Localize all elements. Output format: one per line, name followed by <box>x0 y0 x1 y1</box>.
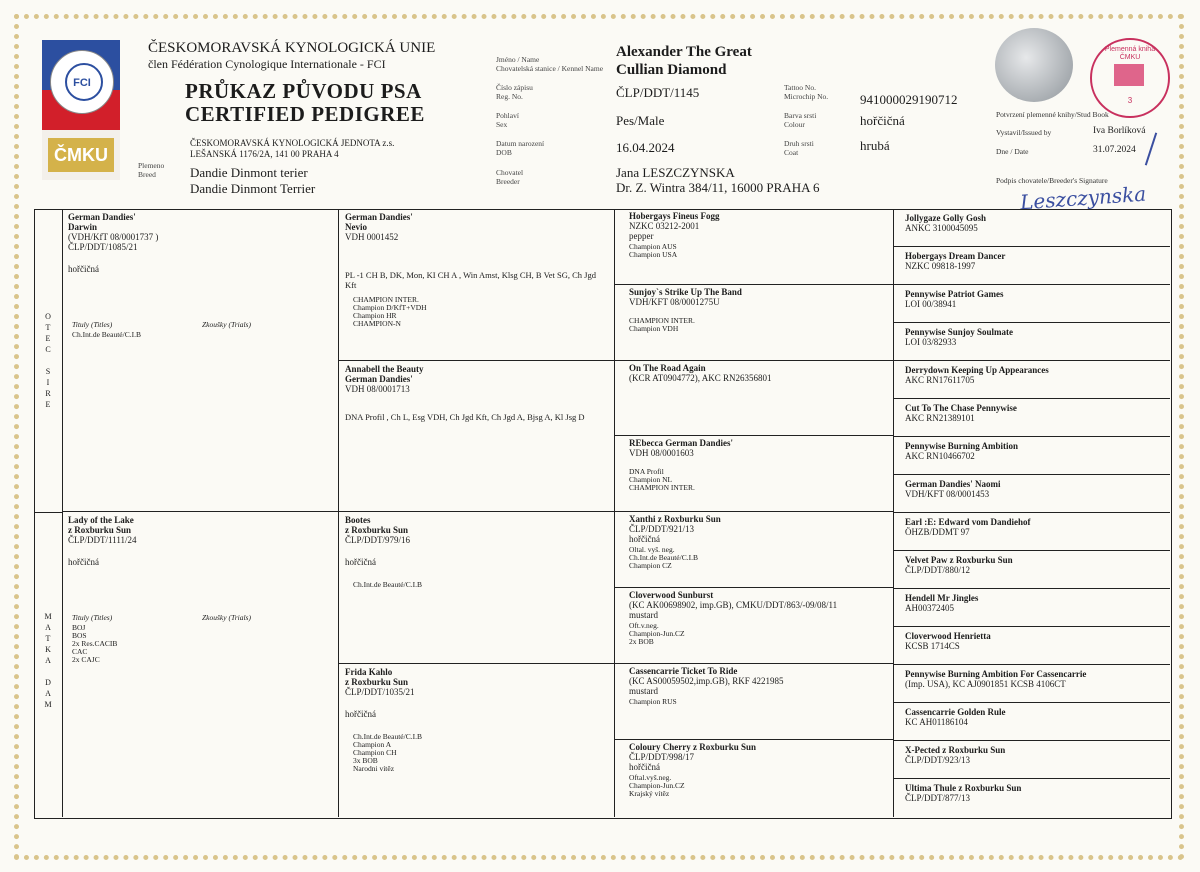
ancestor-name: On The Road Again <box>629 363 706 373</box>
gen4-ancestor <box>893 513 1170 551</box>
gen2-ancestor <box>338 512 614 664</box>
vertical-letter: A <box>45 689 51 698</box>
sire-colour: hořčičná <box>68 264 99 274</box>
dob-label-cz: Datum narození <box>496 139 545 148</box>
ancestor-reg: ÖHZB/DDMT 97 <box>905 527 970 537</box>
ancestor-name: Jollygaze Golly Gosh <box>905 213 986 223</box>
colour-label-cz: Barva srsti <box>784 111 817 120</box>
gen4-ancestor <box>893 779 1170 817</box>
ancestor-name-2: Nevio <box>345 222 367 232</box>
sire-titles: Ch.Int.de Beauté/C.I.B <box>72 330 141 339</box>
dog-sex: Pes/Male <box>616 113 665 128</box>
vertical-letter: I <box>46 378 50 387</box>
ancestor-reg: ČLP/DDT/979/16 <box>345 535 411 545</box>
ancestor-reg: VDH 0001452 <box>345 232 399 242</box>
dam-titles: BOJ BOS 2x Res.CACIB CAC 2x CAJC <box>72 623 118 664</box>
gen3-ancestor <box>614 361 893 436</box>
issued-by: Iva Borlíková <box>1093 126 1146 136</box>
ckj-logo <box>42 40 120 180</box>
dog-dob: 16.04.2024 <box>616 140 675 155</box>
stamp-number: 3 <box>1127 96 1133 105</box>
ancestor-reg: LOI 03/82933 <box>905 337 957 347</box>
gen4-ancestor <box>893 437 1170 475</box>
name-label-cz: Jméno / Name <box>496 55 540 64</box>
ancestor-colour: hořčičná <box>345 709 376 719</box>
stamp-emblem <box>1114 64 1144 86</box>
dog-kennel: Cullian Diamond <box>616 62 727 78</box>
club-address: LEŠANSKÁ 1176/2A, 141 00 PRAHA 4 <box>190 149 339 159</box>
ancestor-name: Cut To The Chase Pennywise <box>905 403 1017 413</box>
gen4-ancestor <box>893 741 1170 779</box>
ancestor-colour: hořčičná <box>629 534 660 544</box>
ancestor-name: Hobergays Fineus Fogg <box>629 211 720 221</box>
breeder-label-en: Breeder <box>496 177 520 186</box>
ancestor-name-2: German Dandies' <box>345 374 413 384</box>
ancestor-reg: ČLP/DDT/923/13 <box>905 755 971 765</box>
ancestor-reg: LOI 00/38941 <box>905 299 957 309</box>
ancestor-name: Pennywise Burning Ambition <box>905 441 1019 451</box>
breed-label-cz: Plemeno <box>138 161 165 170</box>
ancestor-reg: VDH 08/0001713 <box>345 384 410 394</box>
sire-titles-label: Tituly (Titles) <box>72 320 113 329</box>
issue-date: 31.07.2024 <box>1093 145 1136 155</box>
dob-label-en: DOB <box>496 148 512 157</box>
vertical-letter: T <box>45 323 51 332</box>
ancestor-name-1: Frida Kahlo <box>345 667 393 677</box>
ancestor-name-2: z Roxburku Sun <box>345 525 409 535</box>
ancestor-name: Derrydown Keeping Up Appearances <box>905 365 1049 375</box>
stamp-text: Plemenná kniha ČMKU <box>1104 46 1156 61</box>
vertical-letter: T <box>45 634 51 643</box>
gen4-ancestor <box>893 399 1170 437</box>
vertical-letter: K <box>45 645 51 654</box>
vertical-letter: E <box>45 334 51 343</box>
ancestor-colour: hořčičná <box>629 762 660 772</box>
tattoo-label-cz: Tattoo No. <box>784 83 816 92</box>
tattoo-label-en: Microchip No. <box>784 92 829 101</box>
stud-book-stamp <box>1090 38 1170 118</box>
ancestor-reg: VDH/KFT 08/0001275U <box>629 297 720 307</box>
gen4-ancestor <box>893 285 1170 323</box>
dam-label <box>43 612 53 711</box>
ancestor-colour: pepper <box>629 231 654 241</box>
ancestor-reg: VDH/KFT 08/0001453 <box>905 489 990 499</box>
gen3-ancestor <box>614 512 893 588</box>
sire-reg-1: (VDH/KfT 08/0001737 ) <box>68 232 159 242</box>
ancestor-name: Sunjoy`s Strike Up The Band <box>629 287 742 297</box>
ancestor-titles: Oft.v.neg. Champion-Jun.CZ 2x BOB <box>629 621 685 646</box>
breed-cz: Dandie Dinmont terier <box>190 165 308 180</box>
fci-logo-text: FCI <box>73 77 91 89</box>
vertical-letter: M <box>44 700 52 709</box>
gen4-ancestor <box>893 323 1170 361</box>
ancestor-colour: mustard <box>629 686 658 696</box>
date-label: Dne / Date <box>996 147 1029 156</box>
vertical-letter: M <box>44 612 52 621</box>
ancestor-name: Earl :E: Edward vom Dandiehof <box>905 517 1031 527</box>
ancestor-titles: Champion RUS <box>629 697 677 706</box>
club-name: ČESKOMORAVSKÁ KYNOLOGICKÁ JEDNOTA z.s. <box>190 138 395 148</box>
gen3-ancestor <box>614 436 893 512</box>
ancestor-name: Coloury Cherry z Roxburku Sun <box>629 742 757 752</box>
ancestor-name: Cassencarrie Ticket To Ride <box>629 666 738 676</box>
ancestor-reg: ČLP/DDT/1035/21 <box>345 687 415 697</box>
breeder-label-cz: Chovatel <box>496 168 524 177</box>
ancestor-name: Cloverwood Henrietta <box>905 631 991 641</box>
dam-colour: hořčičná <box>68 557 99 567</box>
coat-label-en: Coat <box>784 148 799 157</box>
ancestor-reg: ČLP/DDT/877/13 <box>905 793 971 803</box>
vertical-letter: E <box>45 400 51 409</box>
ancestor-reg: (KC AK00698902, imp.GB), CMKU/DDT/863/-09/08/11 <box>629 600 838 610</box>
dog-coat: hrubá <box>860 138 890 153</box>
ancestor-reg: KC AH01186104 <box>905 717 968 727</box>
signature-label: Podpis chovatele/Breeder's Signature <box>996 176 1108 185</box>
ancestor-name: German Dandies' Naomi <box>905 479 1001 489</box>
ancestor-name: X-Pected z Roxburku Sun <box>905 745 1006 755</box>
gen4-ancestor <box>893 361 1170 399</box>
ancestor-name-1: Bootes <box>345 515 371 525</box>
side-column <box>34 209 63 817</box>
sire-name-2: Darwin <box>68 222 97 232</box>
dam-trials-label: Zkoušky (Trials) <box>202 613 251 622</box>
vertical-letter: O <box>45 312 51 321</box>
ancestor-reg: KCSB 1714CS <box>905 641 960 651</box>
ancestor-titles: DNA Profil Champion NL CHAMPION INTER. <box>629 467 695 492</box>
breeder-signature: Leszczynska <box>1019 181 1147 215</box>
sex-label-en: Sex <box>496 120 508 129</box>
ancestor-reg: NZKC 09818-1997 <box>905 261 976 271</box>
hologram-seal <box>995 28 1073 102</box>
sire-trials-label: Zkoušky (Trials) <box>202 320 251 329</box>
gen3-ancestor <box>614 209 893 285</box>
gen3-ancestor <box>614 285 893 361</box>
gen4-ancestor <box>893 475 1170 513</box>
vertical-letter: A <box>45 623 51 632</box>
breeder-address: Dr. Z. Wintra 384/11, 16000 PRAHA 6 <box>616 180 820 195</box>
gen4-ancestor <box>893 703 1170 741</box>
cmku-logo-text: ČMKU <box>48 138 114 172</box>
ancestor-colour: hořčičná <box>345 557 376 567</box>
vertical-letter: A <box>45 656 51 665</box>
ancestor-titles: Oftal.vyš.neg. Champion-Jun.CZ Krajský vítěz <box>629 773 685 798</box>
studbook-confirm: Potvrzení plemenné knihy/Stud Book <box>996 110 1109 119</box>
vertical-letter: C <box>45 345 51 354</box>
ancestor-name: Hobergays Dream Dancer <box>905 251 1006 261</box>
ancestor-titles: CHAMPION INTER. Champion VDH <box>629 316 695 333</box>
ancestor-reg: ANKC 3100045095 <box>905 223 978 233</box>
ancestor-name: Velvet Paw z Roxburku Sun <box>905 555 1013 565</box>
ancestor-reg: ČLP/DDT/880/12 <box>905 565 971 575</box>
ancestor-titles-2: Ch.Int.de Beauté/C.I.B <box>353 580 422 589</box>
gen3-ancestor <box>614 664 893 740</box>
ancestor-reg: (KC AS00059502,imp.GB), RKF 4221985 <box>629 676 784 686</box>
issued-label: Vystavil/Issued by <box>996 128 1052 137</box>
vertical-letter: D <box>45 678 51 687</box>
dam-reg-1: ČLP/DDT/1111/24 <box>68 535 137 545</box>
dam-name-1: Lady of the Lake <box>68 515 134 525</box>
gen1-dam <box>62 512 338 817</box>
ancestor-reg: NZKC 03212-2001 <box>629 221 700 231</box>
ancestor-titles: Oltal. vyš. neg. Ch.Int.de Beauté/C.I.B Champion CZ <box>629 545 698 570</box>
ancestor-name-1: Annabell the Beauty <box>345 364 424 374</box>
breed-label-en: Breed <box>138 170 156 179</box>
ancestor-reg: (Imp. USA), KC AJ0901851 KCSB 4106CT <box>905 679 1066 689</box>
ancestor-reg: AH00372405 <box>905 603 954 613</box>
ancestor-reg: AKC RN17611705 <box>905 375 975 385</box>
name-label-en: Chovatelská stanice / Kennel Name <box>496 64 604 73</box>
dog-chip: 941000029190712 <box>860 92 958 107</box>
reg-label-cz: Číslo zápisu <box>496 83 533 92</box>
ancestor-titles: DNA Profil , Ch L, Esg VDH, Ch Jgd Kft, Ch Jgd A, Bjsg A, Kl Jsg D <box>345 412 585 422</box>
dog-colour: hořčičná <box>860 113 905 128</box>
sire-label <box>43 312 53 411</box>
gen4-ancestor <box>893 247 1170 285</box>
breeder-name: Jana LESZCZYNSKA <box>616 165 735 180</box>
breed-en: Dandie Dinmont Terrier <box>190 181 316 196</box>
ancestor-name: Pennywise Sunjoy Soulmate <box>905 327 1014 337</box>
gen4-ancestor <box>893 589 1170 627</box>
org-name: ČESKOMORAVSKÁ KYNOLOGICKÁ UNIE <box>148 40 436 56</box>
ancestor-name: REbecca German Dandies' <box>629 438 733 448</box>
ancestor-name-1: German Dandies' <box>345 212 413 222</box>
gen3-ancestor <box>614 740 893 817</box>
sex-label-cz: Pohlaví <box>496 111 519 120</box>
dam-name-2: z Roxburku Sun <box>68 525 132 535</box>
ancestor-reg: ČLP/DDT/921/13 <box>629 524 695 534</box>
gen2-ancestor <box>338 664 614 817</box>
gen4-ancestor <box>893 665 1170 703</box>
ancestor-titles: PL -1 CH B, DK, Mon, KI CH A , Win Amst, Klsg CH, B Vet SG, Ch Jgd Kft <box>345 270 596 290</box>
colour-label-en: Colour <box>784 120 805 129</box>
ancestor-name: Hendell Mr Jingles <box>905 593 979 603</box>
title-cz: PRŮKAZ PŮVODU PSA <box>185 79 422 103</box>
ancestor-name: Cloverwood Sunburst <box>629 590 714 600</box>
ancestor-titles: Champion AUS Champion USA <box>629 242 678 259</box>
org-member: člen Fédération Cynologique Internationale - FCI <box>148 57 386 71</box>
dog-name: Alexander The Great <box>616 44 752 60</box>
ancestor-colour: mustard <box>629 610 658 620</box>
ancestor-name: Cassencarrie Golden Rule <box>905 707 1006 717</box>
dog-reg: ČLP/DDT/1145 <box>616 85 700 100</box>
coat-label-cz: Druh srsti <box>784 139 814 148</box>
gen4-ancestor <box>893 627 1170 665</box>
ancestor-titles-2: Ch.Int.de Beauté/C.I.B Champion A Champion CH 3x BOB Narodni vítěz <box>353 732 422 773</box>
reg-label-en: Reg. No. <box>496 92 523 101</box>
gen1-sire <box>62 209 338 512</box>
sire-name-1: German Dandies' <box>68 212 136 222</box>
gen2-ancestor <box>338 361 614 512</box>
gen4-ancestor <box>893 209 1170 247</box>
ancestor-titles-2: CHAMPION INTER. Champion D/KfT+VDH Champion HR CHAMPION-N <box>353 295 427 328</box>
ancestor-reg: AKC RN21389101 <box>905 413 975 423</box>
ancestor-name: Pennywise Patriot Games <box>905 289 1004 299</box>
ancestor-name: Xanthi z Roxburku Sun <box>629 514 721 524</box>
ancestor-reg: (KCR AT0904772), AKC RN26356801 <box>629 373 772 383</box>
ancestor-reg: VDH 08/0001603 <box>629 448 694 458</box>
ancestor-name-2: z Roxburku Sun <box>345 677 409 687</box>
vertical-letter <box>43 667 53 678</box>
ancestor-reg: AKC RN10466702 <box>905 451 975 461</box>
vertical-letter: R <box>45 389 51 398</box>
gen4-ancestor <box>893 551 1170 589</box>
ancestor-reg: ČLP/DDT/998/17 <box>629 752 695 762</box>
gen2-ancestor <box>338 209 614 361</box>
vertical-letter <box>43 356 53 367</box>
title-en: CERTIFIED PEDIGREE <box>185 102 425 126</box>
dam-titles-label: Tituly (Titles) <box>72 613 113 622</box>
vertical-letter: S <box>45 367 51 376</box>
gen3-ancestor <box>614 588 893 664</box>
sire-reg-2: ČLP/DDT/1085/21 <box>68 242 138 252</box>
ancestor-name: Pennywise Burning Ambition For Cassencarrie <box>905 669 1087 679</box>
fci-emblem <box>50 50 114 114</box>
ancestor-name: Ultima Thule z Roxburku Sun <box>905 783 1022 793</box>
